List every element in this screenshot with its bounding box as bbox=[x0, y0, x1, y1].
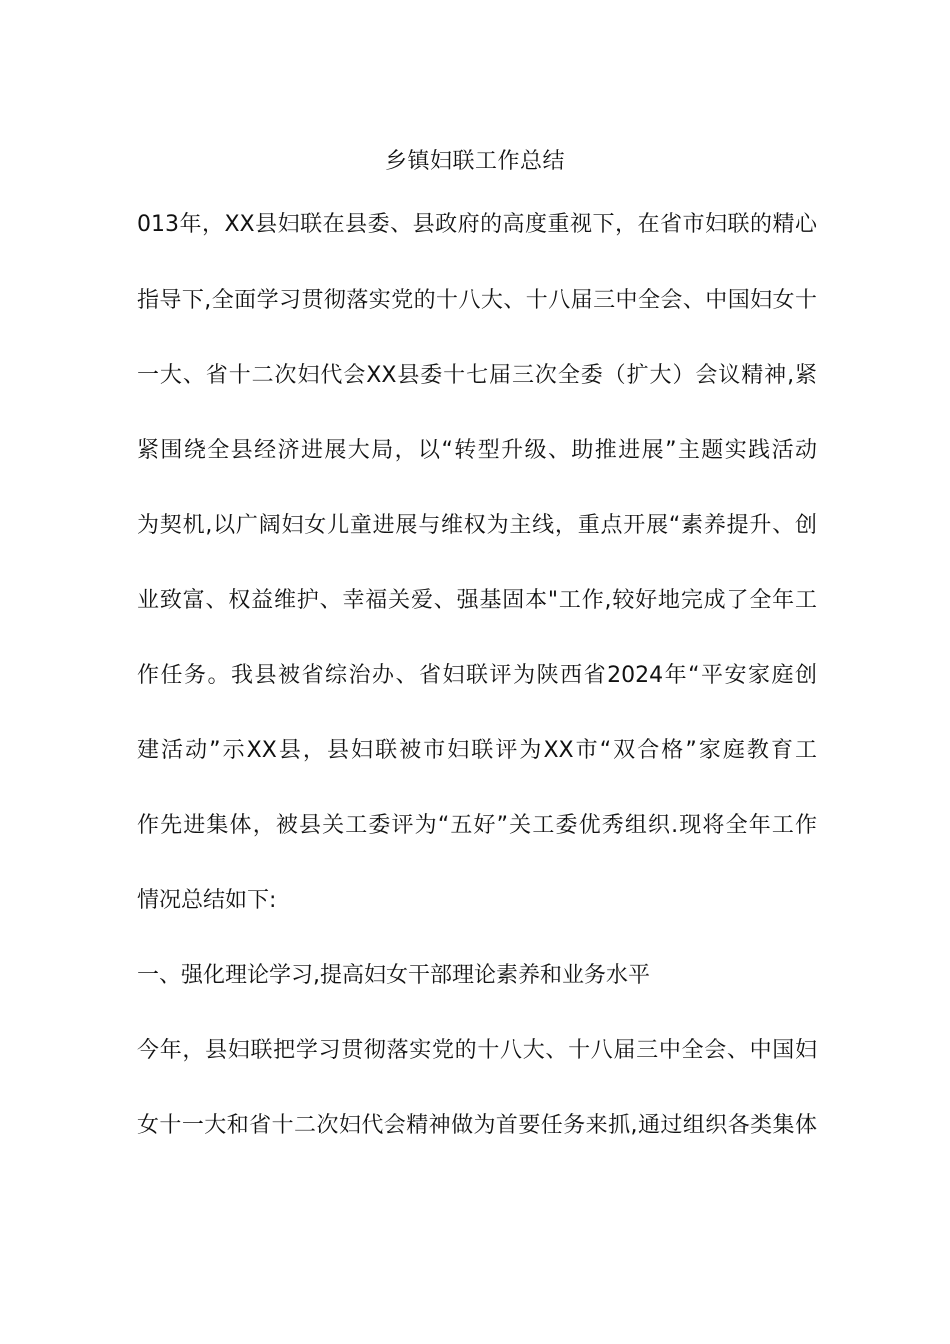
paragraph-line: 作任务。我县被省综治办、省妇联评为陕西省2024年“平安家庭创 bbox=[137, 663, 817, 688]
paragraph-line: 作先进集体，被县关工委评为“五好”关工委优秀组织.现将全年工作 bbox=[137, 813, 817, 838]
paragraph-line: 建活动”示XX县，县妇联被市妇联评为XX市“双合格”家庭教育工 bbox=[137, 738, 817, 763]
paragraph-line: 013年，XX县妇联在县委、县政府的高度重视下，在省市妇联的精心 bbox=[137, 212, 817, 237]
paragraph-line: 为契机,以广阔妇女儿童进展与维权为主线，重点开展“素养提升、创 bbox=[137, 513, 817, 538]
paragraph-line: 业致富、权益维护、幸福关爱、强基固本"工作,较好地完成了全年工 bbox=[137, 588, 817, 613]
paragraph-line: 一大、省十二次妇代会XX县委十七届三次全委（扩大）会议精神,紧 bbox=[137, 363, 817, 388]
paragraph-line: 紧围绕全县经济进展大局，以“转型升级、助推进展”主题实践活动 bbox=[137, 438, 817, 463]
paragraph-line: 女十一大和省十二次妇代会精神做为首要任务来抓,通过组织各类集体 bbox=[137, 1113, 817, 1138]
paragraph-line: 情况总结如下: bbox=[137, 888, 277, 913]
document-title: 乡镇妇联工作总结 bbox=[384, 149, 565, 174]
paragraph-line: 今年，县妇联把学习贯彻落实党的十八大、十八届三中全会、中国妇 bbox=[137, 1038, 817, 1063]
paragraph-line: 指导下,全面学习贯彻落实党的十八大、十八届三中全会、中国妇女十 bbox=[137, 288, 817, 313]
section-heading: 一、强化理论学习,提高妇女干部理论素养和业务水平 bbox=[137, 963, 650, 988]
